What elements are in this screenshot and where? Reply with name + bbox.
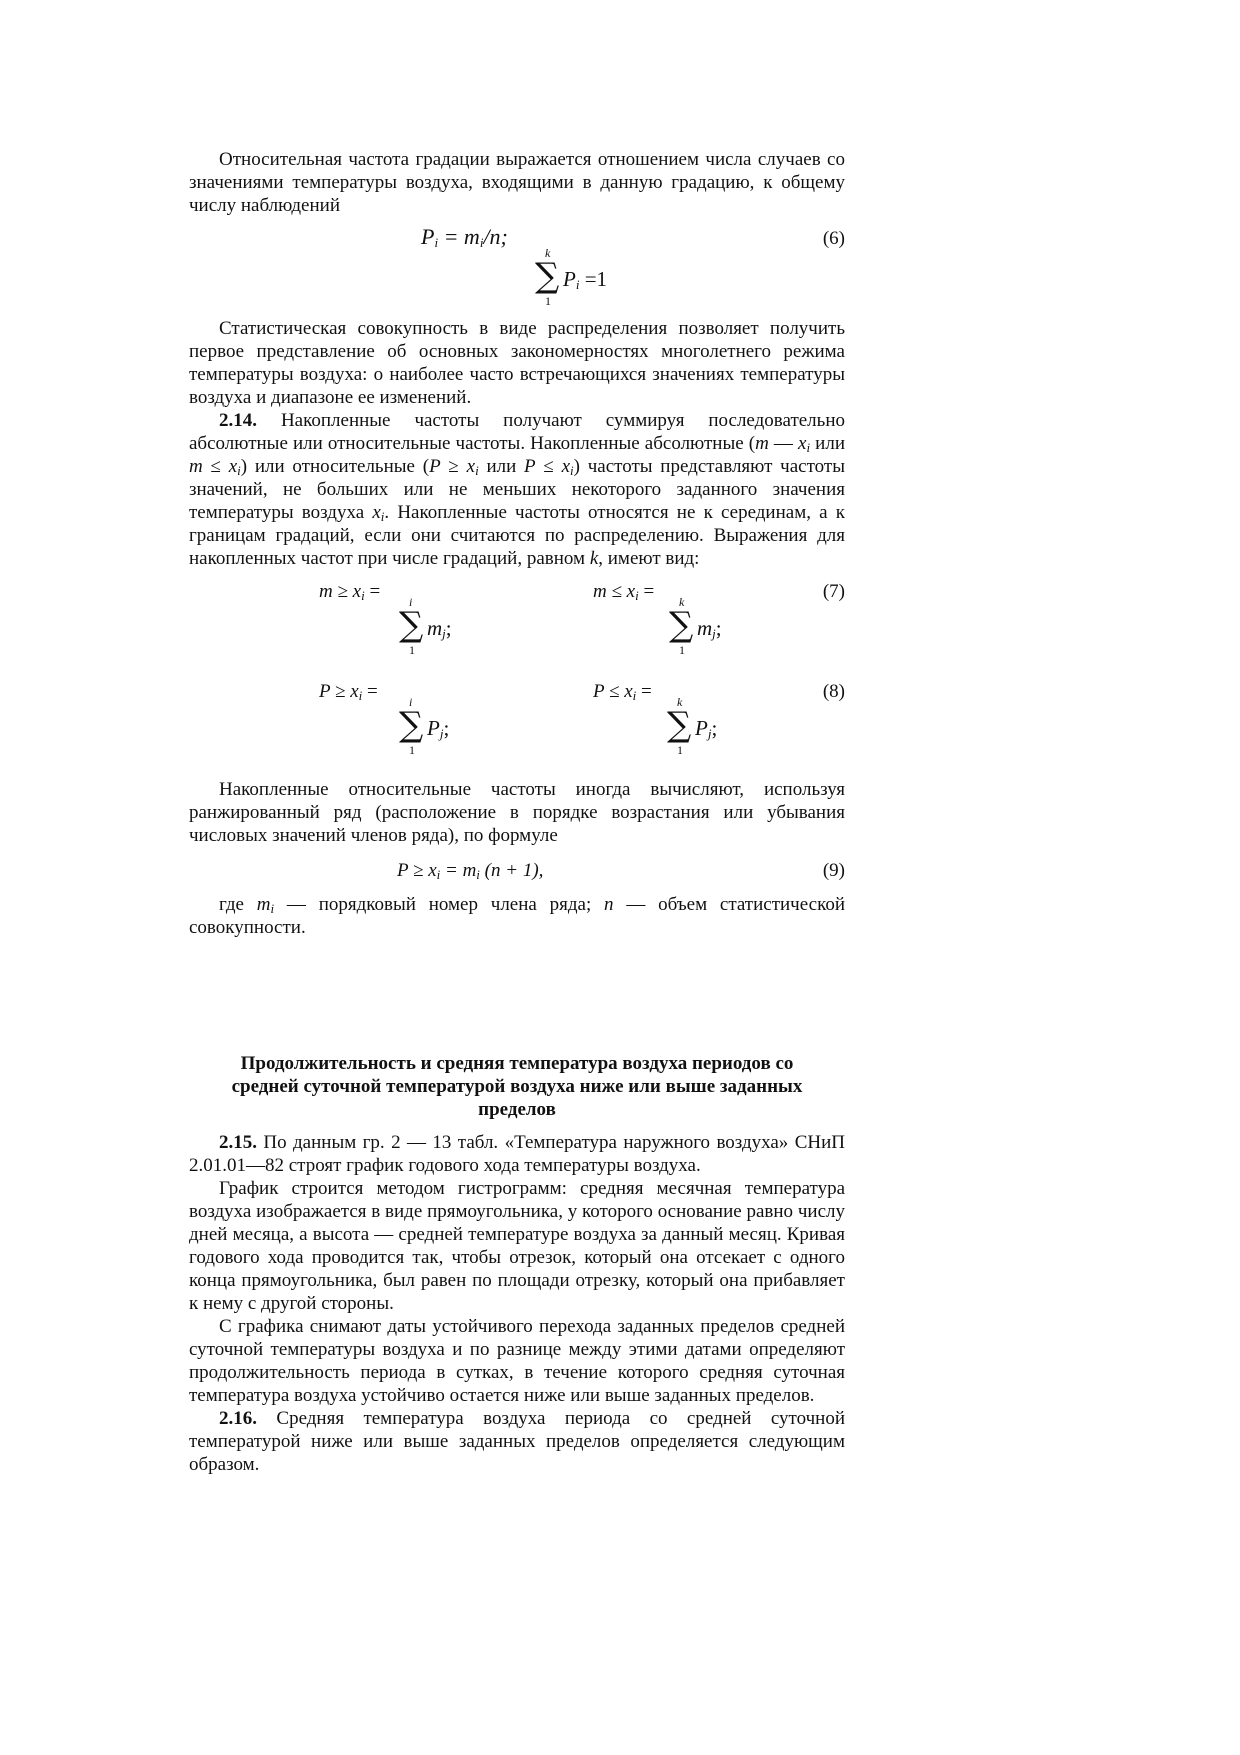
paragraph-where: где $m_i$ — порядковый номер члена ряда; n — объем статистической совокупности.	[189, 894, 846, 938]
section-2-15: 2.15. По данным гр. 2 — 13 табл. «Температура наружного воздуха» СНиП 2.01.01—82 строят график годового хода температуры воздуха.	[189, 1132, 845, 1176]
equation-8-number: (8)	[822, 681, 845, 702]
equation-9-formula: $P \ge x_i = m_i$ (n + 1),	[397, 860, 544, 882]
section-number: 2.14.	[219, 410, 257, 431]
equation-6-sum: k ∑ 1 $P_i =1$	[535, 246, 608, 308]
paragraph-graph-dates: С графика снимают даты устойчивого перехода заданных пределов средней суточной температуры воздуха и по разнице между этими датами определяют продолжительность периода в сутках, в течение которого средняя суточная температура воздуха устойчиво остается ниже или выше заданных пределов.	[189, 1316, 845, 1406]
section-number: 2.15.	[219, 1132, 257, 1153]
equation-7-left-label: $m \ge x_i$ =	[319, 581, 381, 603]
section-number: 2.16.	[219, 1408, 257, 1429]
paragraph-relative-frequency: Относительная частота градации выражается отношением числа случаев со значениями температуры воздуха, входящими в данную градацию, к общему числу наблюдений	[189, 149, 845, 216]
equation-7-right-label: $m \le x_i$ =	[593, 581, 655, 603]
paragraph-ranked-series: Накопленные относительные частоты иногда вычисляют, используя ранжированный ряд (расположение в порядке возрастания или убывания числовых значений членов ряда), по формуле	[189, 779, 845, 846]
equation-8: $P \ge x_i$ = i ∑ 1 $P_j$; $P \le x_i$ = k ∑ 1 $P_j$; (8)	[319, 681, 845, 757]
equation-6-formula: $P_i = m_i/n$;	[421, 224, 508, 250]
equation-9-number: (9)	[822, 860, 845, 881]
paragraph-statistical-aggregate: Статистическая совокупность в виде распределения позволяет получить первое представление об основных закономерностях многолетнего режима температуры воздуха: о наиболее часто встречающихся значениях температуры воздуха и диапазоне ее изменений.	[189, 318, 845, 408]
section-2-14: 2.14. Накопленные частоты получают суммируя последовательно абсолютные или относительные частоты. Накопленные абсолютные (m — $x_i$ или $m \le x_i$) или относительные ($P \ge x_i$ или $P \le x_i$) частоты представляют частоты значений, не больших или не меньших некоторого заданного значения температуры воздуха $x_i$. Накопленные частоты относятся не к серединам, а к границам градаций, если они считаются по распределению. Выражения для накопленных частот при числе градаций, равном k, имеют вид:	[189, 410, 845, 569]
document-page	[189, 148, 845, 1476]
section-heading: Продолжительность и средняя температура воздуха периодов со средней суточной температурой воздуха ниже или выше заданных пределов	[231, 1053, 803, 1120]
equation-8-right-label: $P \le x_i$ =	[593, 681, 652, 703]
paragraph-histogram-method: График строится методом гистрограмм: средняя месячная температура воздуха изображается в виде прямоугольника, у которого основание равно числу дней месяца, а высота — средней температуре воздуха за данный месяц. Кривая годового хода проводится так, чтобы отрезок, который она отсекает с одного конца прямоугольника, был равен по площади отрезку, который она прибавляет к нему с другой стороны.	[189, 1178, 845, 1314]
equation-7-number: (7)	[822, 581, 845, 602]
equation-6	[189, 223, 845, 253]
section-2-16: 2.16. Средняя температура воздуха периода со средней суточной температурой ниже или выше заданных пределов определяется следующим образом.	[189, 1408, 845, 1475]
equation-9	[189, 859, 845, 893]
equation-6-number: (6)	[822, 228, 845, 249]
equation-8-left-label: $P \ge x_i$ =	[319, 681, 378, 703]
equation-7: $m \ge x_i$ = i ∑ 1 $m_j$; $m \le x_i$ = k ∑ 1 $m_j$; (7)	[319, 581, 845, 657]
